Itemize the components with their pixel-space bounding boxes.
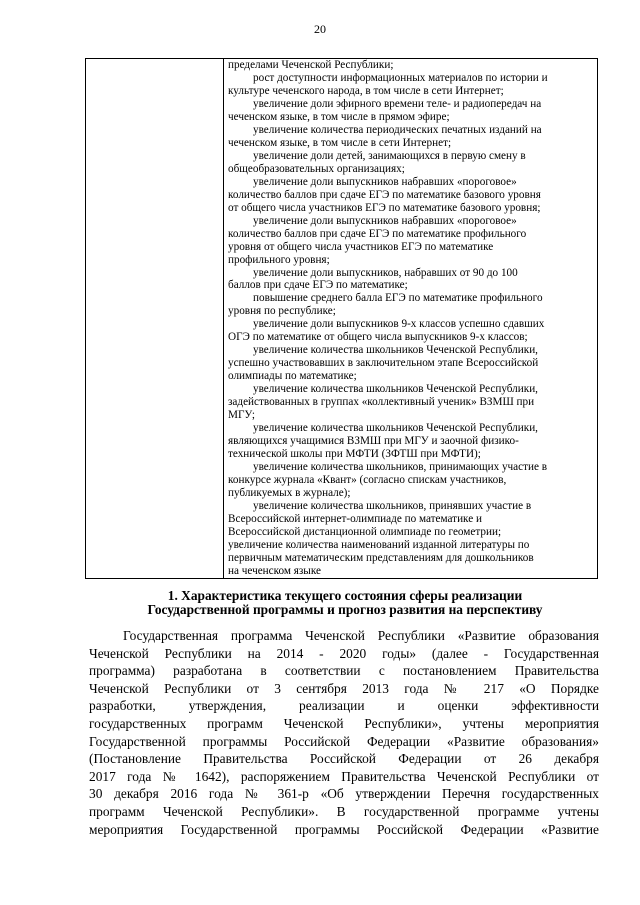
- table-text-line: увеличение количества школьников Чеченской Республики,: [253, 344, 538, 357]
- table-text-line: олимпиады по математике;: [228, 370, 357, 383]
- table-text-line: уровня от общего числа участников ЕГЭ по математике: [228, 240, 494, 253]
- table-text-line: конкурсе журнала «Квант» (согласно спискам участников,: [228, 474, 507, 486]
- body-text-line: (Постановление Правительства Российской Федерации от 26 декабря: [89, 751, 599, 767]
- table-text-line: увеличение количества периодических печатных изданий на: [253, 123, 542, 136]
- table-text-line: от общего числа участников ЕГЭ по математике базового уровня;: [228, 201, 541, 214]
- table-text-line: увеличение доли выпускников 9-х классов успешно сдавших: [253, 318, 545, 331]
- body-text-line: Государственной программы Российской Федерации «Развитие образования»: [89, 733, 599, 749]
- body-text-line: 2017 года № 1642), распоряжением Правительства Чеченской Республики от: [89, 768, 599, 784]
- table-text-line: увеличение доли выпускников набравших «пороговое»: [253, 214, 517, 227]
- section-heading: [90, 589, 600, 617]
- table-text-line: профильного уровня;: [228, 253, 330, 266]
- table-text-line: публикуемых в журнале);: [228, 486, 351, 499]
- page-number: 20: [314, 22, 326, 36]
- table-text-line: Всероссийской дистанционной олимпиаде по геометрии;: [228, 525, 502, 538]
- table-text-line: увеличение количества наименований изданной литературы по: [228, 538, 530, 551]
- table-text-line: увеличение доли выпускников, набравших от 90 до 100: [253, 266, 518, 279]
- table-text-line: уровня по республике;: [228, 305, 336, 318]
- table-text-line: МГУ;: [228, 409, 256, 422]
- table-text-line: увеличение количества школьников, принимающих участие в: [253, 461, 548, 474]
- body-paragraph: [89, 627, 599, 838]
- body-text-line: разработки, утверждения, реализации и оценки эффективности: [89, 698, 599, 714]
- body-text-line: 30 декабря 2016 года № 361-р «Об утверждении Перечня государственных: [89, 786, 599, 802]
- body-text-line: государственных программ Чеченской Республики», учтены мероприятия: [89, 715, 599, 731]
- body-text-line: Чеченской Республики на 2014 - 2020 годы» (далее - Государственная: [89, 645, 599, 661]
- table-text-line: рост доступности информационных материалов по истории и: [253, 71, 548, 84]
- table-text-line: общеобразовательных организациях;: [228, 162, 405, 175]
- table-text-line: чеченском языке, в том числе в прямом эфире;: [228, 110, 450, 123]
- body-text-line: Чеченской Республики от 3 сентября 2013 года № 217 «О Порядке: [89, 680, 599, 696]
- section-heading-line: Государственной программы и прогноз развития на перспективу: [147, 602, 543, 617]
- table-text-line: чеченском языке, в том числе в сети Интернет;: [228, 136, 452, 149]
- table-text-line: увеличение количества школьников, принявших участие в: [253, 499, 532, 512]
- table-text-line: успешно участвовавших в заключительном этапе Всероссийской: [228, 357, 539, 370]
- table-text-line: пределами Чеченской Республики;: [228, 59, 394, 71]
- table-text-line: культуре чеченского народа, в том числе в сети Интернет;: [228, 84, 504, 97]
- table-text-line: первичным математическим представлениям для дошкольников: [228, 551, 534, 564]
- table-text-line: увеличение доли эфирного времени теле- и радиопередач на: [253, 97, 542, 110]
- table-text-line: задействованных в группах «коллективный ученик» ВЗМШ при: [228, 396, 535, 409]
- column-divider: [223, 59, 224, 578]
- table-text-line: увеличение доли детей, занимающихся в первую смену в: [253, 149, 526, 162]
- table-text-line: количество баллов при сдаче ЕГЭ по математике базового уровня: [228, 188, 541, 201]
- table-text-line: увеличение количества школьников Чеченской Республики,: [253, 422, 538, 435]
- table-text-line: увеличение количества школьников Чеченской Республики,: [253, 383, 538, 396]
- table-text-line: на чеченском языке: [228, 564, 321, 577]
- table-text-line: ОГЭ по математике от общего числа выпускников 9-х классов;: [228, 331, 528, 344]
- body-text-line: Государственная программа Чеченской Республики «Развитие образования: [123, 628, 599, 643]
- table-text-line: технической школы при МФТИ (ЗФТШ при МФТИ);: [228, 448, 481, 461]
- body-text-line: программа) разработана в соответствии с постановлением Правительства: [89, 663, 599, 679]
- table-text-line: Всероссийской интернет-олимпиаде по математике и: [228, 512, 482, 525]
- section-heading-line: 1. Характеристика текущего состояния сферы реализации: [167, 588, 523, 603]
- body-text-line: программ Чеченской Республики». В государственной программе учтены: [89, 803, 599, 819]
- table-text-line: баллов при сдаче ЕГЭ по математике;: [228, 279, 408, 292]
- indicators-table: [85, 58, 598, 579]
- table-cell-right: [228, 59, 595, 578]
- table-text-line: увеличение доли выпускников набравших «пороговое»: [253, 175, 517, 188]
- table-text-line: являющихся учащимися ВЗМШ при МГУ и заочной физико-: [228, 435, 519, 448]
- table-text-line: повышение среднего балла ЕГЭ по математике профильного: [253, 292, 543, 305]
- table-text-line: количество баллов при сдаче ЕГЭ по математике профильного: [228, 227, 527, 240]
- body-text-line: мероприятия Государственной программы Российской Федерации «Развитие: [89, 821, 599, 837]
